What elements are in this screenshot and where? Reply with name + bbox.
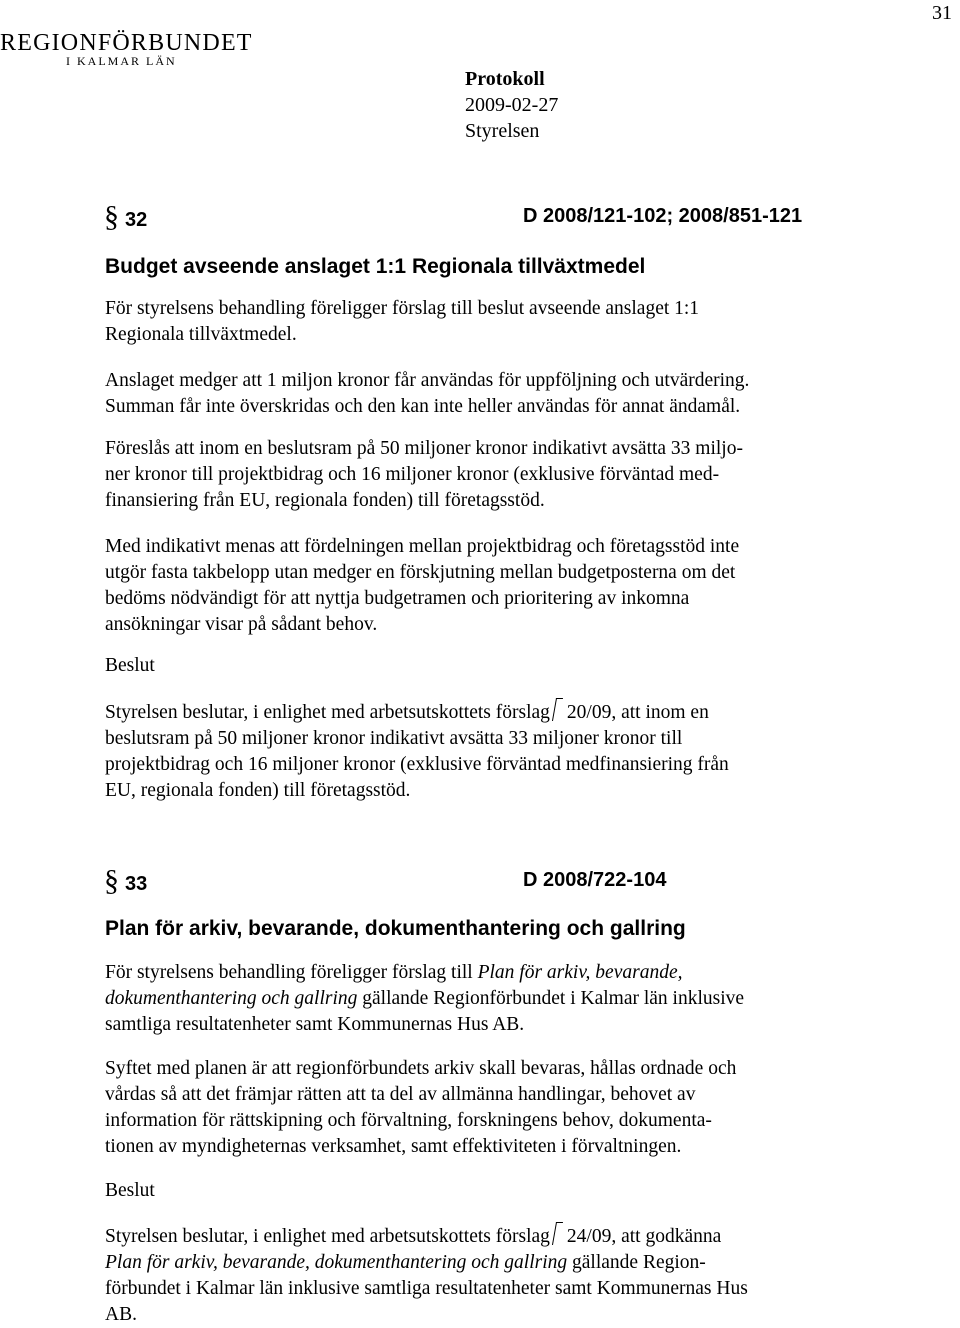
document-header [465, 66, 558, 144]
text-span: 24/09, att godkänna [566, 1226, 722, 1247]
text-line [105, 1222, 865, 1250]
section-heading-32 [104, 200, 147, 234]
text-line: samtliga resultatenheter samt Kommunernas Hus AB. [105, 1014, 525, 1035]
paragraph [105, 960, 865, 1038]
text-span: gällande Regionförbundet i Kalmar län inklusive [357, 988, 745, 1009]
text-line: bedöms nödvändigt för att nyttja budgetramen och prioritering av inkomna [105, 588, 690, 609]
document-type: Protokoll [465, 68, 545, 90]
text-line [105, 960, 865, 986]
document-reference: Plan för arkiv, bevarande, dokumenthantering och gallring [105, 1252, 568, 1273]
decision-label: Beslut [105, 655, 155, 676]
text-line: Regionala tillväxtmedel. [105, 324, 297, 345]
section-number: 32 [125, 209, 148, 231]
decision-text [105, 1222, 865, 1328]
text-line [105, 698, 865, 726]
text-line: utgör fasta takbelopp utan medger en förskjutning mellan budgetposterna om det [105, 562, 736, 583]
paragraph [105, 1056, 865, 1160]
section-title: Plan för arkiv, bevarande, dokumenthantering och gallring [105, 917, 686, 940]
decision-label: Beslut [105, 1180, 155, 1201]
text-span: Styrelsen beslutar, i enlighet med arbetsutskottets förslag [105, 702, 550, 723]
logo-name: REGIONFÖRBUNDET [0, 30, 253, 56]
paragraph [105, 534, 865, 638]
paragraph [105, 436, 865, 514]
connector-mark [552, 1222, 563, 1245]
text-line: Föreslås att inom en beslutsram på 50 miljoner kronor indikativt avsätta 33 miljo- [105, 438, 743, 459]
text-line: AB. [105, 1304, 137, 1325]
connector-mark [552, 698, 563, 721]
paragraph-sign: § [104, 200, 119, 233]
meeting-date: 2009-02-27 [465, 94, 559, 116]
text-line: vårdas så att det främjar rätten att ta del av allmänna handlingar, behovet av [105, 1084, 696, 1105]
text-line: tionen av myndigheternas verksamhet, samt effektiviteten i förvaltningen. [105, 1136, 682, 1157]
text-line [105, 986, 865, 1012]
paragraph [105, 296, 865, 348]
text-line: Syftet med planen är att regionförbundets arkiv skall bevaras, hållas ordnade och [105, 1058, 737, 1079]
text-line: Anslaget medger att 1 miljon kronor får användas för uppföljning och utvärdering. [105, 370, 750, 391]
text-line: Med indikativt menas att fördelningen mellan projektbidrag och företagsstöd inte [105, 536, 740, 557]
text-span: 20/09, att inom en [566, 702, 709, 723]
text-line: information för rättskipning och förvaltning, forskningens behov, dokumenta- [105, 1110, 712, 1131]
decision-text [105, 698, 865, 804]
text-line: finansiering från EU, regionala fonden) till företagsstöd. [105, 490, 545, 511]
document-reference: Plan för arkiv, bevarande, [477, 962, 683, 983]
text-line: EU, regionala fonden) till företagsstöd. [105, 780, 411, 801]
text-line: För styrelsens behandling föreligger förslag till beslut avseende anslaget 1:1 [105, 298, 700, 319]
text-span: För styrelsens behandling föreligger förslag till [105, 962, 478, 983]
page-number: 31 [932, 2, 952, 24]
section-title: Budget avseende anslaget 1:1 Regionala tillväxtmedel [105, 255, 646, 278]
text-line [105, 1250, 865, 1276]
document-reference: dokumenthantering och gallring [105, 988, 358, 1009]
paragraph-sign: § [104, 864, 119, 897]
paragraph [105, 368, 865, 420]
text-span: gällande Region- [567, 1252, 706, 1273]
body-name: Styrelsen [465, 120, 540, 142]
text-line: förbundet i Kalmar län inklusive samtliga resultatenheter samt Kommunernas Hus [105, 1278, 748, 1299]
section-heading-33 [104, 864, 147, 898]
text-span: Styrelsen beslutar, i enlighet med arbetsutskottets förslag [105, 1226, 550, 1247]
organization-logo [0, 30, 253, 57]
case-number: D 2008/722-104 [523, 869, 667, 891]
text-line: ner kronor till projektbidrag och 16 miljoner kronor (exklusive förväntad med- [105, 464, 720, 485]
text-line: ansökningar visar på sådant behov. [105, 614, 378, 635]
section-number: 33 [125, 873, 148, 895]
case-number: D 2008/121-102; 2008/851-121 [523, 205, 803, 227]
text-line: projektbidrag och 16 miljoner kronor (exklusive förväntad medfinansiering från [105, 754, 729, 775]
logo-subtitle: I KALMAR LÄN [66, 54, 177, 68]
text-line: beslutsram på 50 miljoner kronor indikativt avsätta 33 miljoner kronor till [105, 728, 683, 749]
text-line: Summan får inte överskridas och den kan inte heller användas för annat ändamål. [105, 396, 741, 417]
